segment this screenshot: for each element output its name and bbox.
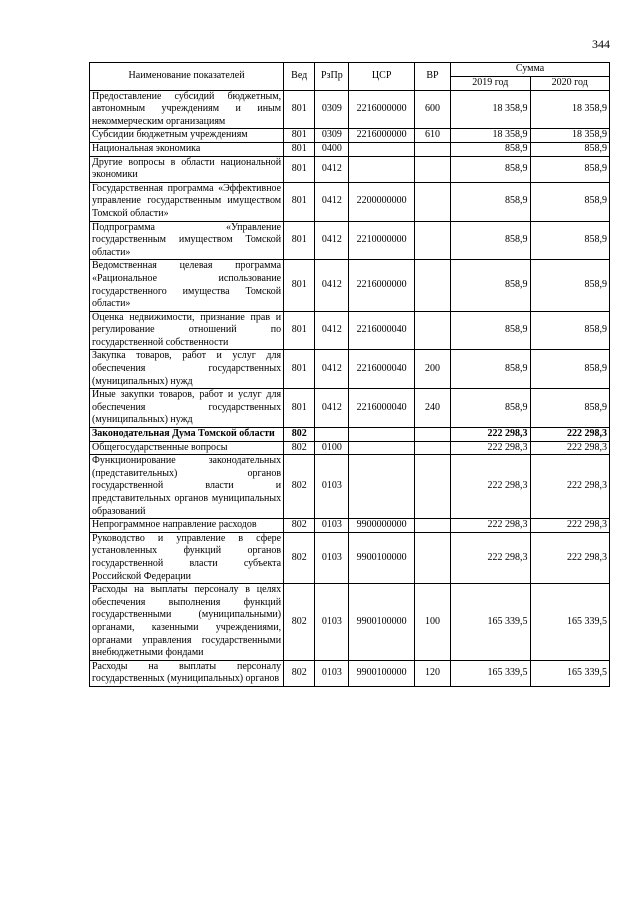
cell-name: Оценка недвижимости, признание прав и регулирование отношений по государственной собственности bbox=[90, 311, 284, 350]
cell-s2020: 222 298,3 bbox=[530, 455, 610, 519]
cell-name: Иные закупки товаров, работ и услуг для обеспечения государственных (муниципальных) нужд bbox=[90, 389, 284, 428]
cell-rzpr: 0309 bbox=[315, 90, 349, 129]
cell-s2020: 858,9 bbox=[530, 260, 610, 311]
cell-rzpr: 0412 bbox=[315, 260, 349, 311]
cell-ved: 801 bbox=[284, 182, 315, 221]
cell-csr: 9900100000 bbox=[349, 532, 414, 583]
cell-name: Расходы на выплаты персоналу государственных (муниципальных) органов bbox=[90, 660, 284, 686]
cell-rzpr: 0412 bbox=[315, 311, 349, 350]
cell-name: Общегосударственные вопросы bbox=[90, 441, 284, 455]
cell-name: Подпрограмма «Управление государственным имуществом Томской области» bbox=[90, 221, 284, 260]
cell-rzpr bbox=[315, 428, 349, 442]
cell-s2019: 222 298,3 bbox=[451, 441, 530, 455]
cell-vr bbox=[414, 519, 450, 533]
cell-csr bbox=[349, 142, 414, 156]
cell-rzpr: 0412 bbox=[315, 389, 349, 428]
cell-vr bbox=[414, 142, 450, 156]
cell-ved: 801 bbox=[284, 221, 315, 260]
cell-csr: 2216000000 bbox=[349, 260, 414, 311]
budget-table bbox=[89, 62, 610, 687]
cell-s2020: 858,9 bbox=[530, 182, 610, 221]
cell-s2020: 18 358,9 bbox=[530, 90, 610, 129]
cell-vr bbox=[414, 532, 450, 583]
cell-name: Предоставление субсидий бюджетным, автономным учреждениям и иным некоммерческим организациям bbox=[90, 90, 284, 129]
cell-s2020: 165 339,5 bbox=[530, 584, 610, 661]
table-row bbox=[90, 389, 610, 428]
cell-vr bbox=[414, 156, 450, 182]
cell-ved: 801 bbox=[284, 260, 315, 311]
cell-s2019: 858,9 bbox=[451, 182, 530, 221]
cell-ved: 802 bbox=[284, 428, 315, 442]
cell-s2019: 222 298,3 bbox=[451, 455, 530, 519]
cell-csr bbox=[349, 156, 414, 182]
cell-rzpr: 0100 bbox=[315, 441, 349, 455]
cell-rzpr: 0412 bbox=[315, 350, 349, 389]
cell-rzpr: 0400 bbox=[315, 142, 349, 156]
cell-ved: 802 bbox=[284, 660, 315, 686]
cell-s2019: 858,9 bbox=[451, 221, 530, 260]
cell-vr bbox=[414, 311, 450, 350]
cell-vr bbox=[414, 441, 450, 455]
table-row bbox=[90, 221, 610, 260]
cell-ved: 802 bbox=[284, 584, 315, 661]
cell-csr: 2200000000 bbox=[349, 182, 414, 221]
table-row bbox=[90, 532, 610, 583]
cell-s2020: 222 298,3 bbox=[530, 519, 610, 533]
cell-s2020: 18 358,9 bbox=[530, 129, 610, 143]
cell-csr bbox=[349, 455, 414, 519]
cell-vr: 600 bbox=[414, 90, 450, 129]
cell-name: Руководство и управление в сфере установленных функций органов государственной власти субъекта Российской Федерации bbox=[90, 532, 284, 583]
cell-ved: 801 bbox=[284, 389, 315, 428]
cell-ved: 801 bbox=[284, 129, 315, 143]
header-rzpr: РзПр bbox=[315, 63, 349, 91]
cell-csr: 2210000000 bbox=[349, 221, 414, 260]
cell-csr bbox=[349, 428, 414, 442]
cell-rzpr: 0103 bbox=[315, 455, 349, 519]
cell-s2019: 222 298,3 bbox=[451, 532, 530, 583]
cell-csr: 9900000000 bbox=[349, 519, 414, 533]
header-vr: ВР bbox=[414, 63, 450, 91]
cell-s2019: 858,9 bbox=[451, 156, 530, 182]
table-row bbox=[90, 660, 610, 686]
table-row bbox=[90, 90, 610, 129]
cell-name: Закупка товаров, работ и услуг для обеспечения государственных (муниципальных) нужд bbox=[90, 350, 284, 389]
cell-s2019: 222 298,3 bbox=[451, 428, 530, 442]
table-row bbox=[90, 455, 610, 519]
cell-s2019: 858,9 bbox=[451, 389, 530, 428]
cell-rzpr: 0103 bbox=[315, 532, 349, 583]
cell-ved: 801 bbox=[284, 142, 315, 156]
cell-csr: 2216000040 bbox=[349, 311, 414, 350]
cell-name: Расходы на выплаты персоналу в целях обеспечения выполнения функций государственными (муниципальными) органами, казенными учреждениями, органами управления государственными внебюджетными фондами bbox=[90, 584, 284, 661]
cell-csr bbox=[349, 441, 414, 455]
cell-s2019: 18 358,9 bbox=[451, 129, 530, 143]
cell-ved: 802 bbox=[284, 519, 315, 533]
cell-name: Функционирование законодательных (представительных) органов государственной власти и представительных органов муниципальных образований bbox=[90, 455, 284, 519]
cell-vr bbox=[414, 260, 450, 311]
cell-name: Другие вопросы в области национальной экономики bbox=[90, 156, 284, 182]
cell-ved: 801 bbox=[284, 350, 315, 389]
cell-csr: 2216000040 bbox=[349, 350, 414, 389]
cell-ved: 801 bbox=[284, 156, 315, 182]
cell-ved: 801 bbox=[284, 90, 315, 129]
cell-s2020: 858,9 bbox=[530, 389, 610, 428]
cell-s2020: 222 298,3 bbox=[530, 441, 610, 455]
table-row bbox=[90, 584, 610, 661]
cell-s2019: 165 339,5 bbox=[451, 660, 530, 686]
cell-rzpr: 0412 bbox=[315, 156, 349, 182]
cell-s2020: 858,9 bbox=[530, 221, 610, 260]
cell-csr: 2216000000 bbox=[349, 90, 414, 129]
cell-rzpr: 0309 bbox=[315, 129, 349, 143]
page-number: 344 bbox=[592, 37, 610, 51]
cell-name: Ведомственная целевая программа «Рациональное использование государственного имущества Томской области» bbox=[90, 260, 284, 311]
cell-s2019: 858,9 bbox=[451, 142, 530, 156]
cell-name: Непрограммное направление расходов bbox=[90, 519, 284, 533]
cell-rzpr: 0103 bbox=[315, 660, 349, 686]
cell-s2020: 858,9 bbox=[530, 156, 610, 182]
table-row bbox=[90, 311, 610, 350]
cell-vr: 200 bbox=[414, 350, 450, 389]
cell-s2020: 858,9 bbox=[530, 142, 610, 156]
cell-csr: 2216000000 bbox=[349, 129, 414, 143]
cell-ved: 802 bbox=[284, 532, 315, 583]
cell-s2019: 858,9 bbox=[451, 260, 530, 311]
cell-name: Национальная экономика bbox=[90, 142, 284, 156]
cell-csr: 9900100000 bbox=[349, 584, 414, 661]
header-ved: Вед bbox=[284, 63, 315, 91]
cell-ved: 802 bbox=[284, 455, 315, 519]
table-row bbox=[90, 519, 610, 533]
table-row bbox=[90, 441, 610, 455]
cell-vr: 610 bbox=[414, 129, 450, 143]
cell-csr: 9900100000 bbox=[349, 660, 414, 686]
cell-rzpr: 0103 bbox=[315, 519, 349, 533]
cell-vr: 120 bbox=[414, 660, 450, 686]
cell-ved: 802 bbox=[284, 441, 315, 455]
cell-ved: 801 bbox=[284, 311, 315, 350]
cell-name: Законодательная Дума Томской области bbox=[90, 428, 284, 442]
cell-vr bbox=[414, 455, 450, 519]
table-row bbox=[90, 142, 610, 156]
cell-s2019: 222 298,3 bbox=[451, 519, 530, 533]
cell-vr bbox=[414, 428, 450, 442]
cell-rzpr: 0412 bbox=[315, 221, 349, 260]
header-name: Наименование показателей bbox=[90, 63, 284, 91]
table-row bbox=[90, 156, 610, 182]
table-row bbox=[90, 350, 610, 389]
header-sum: Сумма bbox=[451, 63, 610, 77]
header-2020: 2020 год bbox=[530, 76, 610, 90]
cell-csr: 2216000040 bbox=[349, 389, 414, 428]
cell-s2019: 165 339,5 bbox=[451, 584, 530, 661]
table-row bbox=[90, 428, 610, 442]
cell-rzpr: 0412 bbox=[315, 182, 349, 221]
header-2019: 2019 год bbox=[451, 76, 530, 90]
cell-vr: 100 bbox=[414, 584, 450, 661]
cell-s2020: 858,9 bbox=[530, 311, 610, 350]
cell-name: Государственная программа «Эффективное управление государственным имуществом Томской области» bbox=[90, 182, 284, 221]
table-body bbox=[90, 90, 610, 686]
header-csr: ЦСР bbox=[349, 63, 414, 91]
table-row bbox=[90, 129, 610, 143]
cell-vr bbox=[414, 182, 450, 221]
table-row bbox=[90, 182, 610, 221]
cell-vr bbox=[414, 221, 450, 260]
cell-s2020: 222 298,3 bbox=[530, 428, 610, 442]
cell-s2020: 858,9 bbox=[530, 350, 610, 389]
cell-s2019: 18 358,9 bbox=[451, 90, 530, 129]
cell-s2020: 165 339,5 bbox=[530, 660, 610, 686]
cell-s2019: 858,9 bbox=[451, 350, 530, 389]
table-row bbox=[90, 260, 610, 311]
cell-s2020: 222 298,3 bbox=[530, 532, 610, 583]
cell-rzpr: 0103 bbox=[315, 584, 349, 661]
cell-vr: 240 bbox=[414, 389, 450, 428]
cell-name: Субсидии бюджетным учреждениям bbox=[90, 129, 284, 143]
cell-s2019: 858,9 bbox=[451, 311, 530, 350]
